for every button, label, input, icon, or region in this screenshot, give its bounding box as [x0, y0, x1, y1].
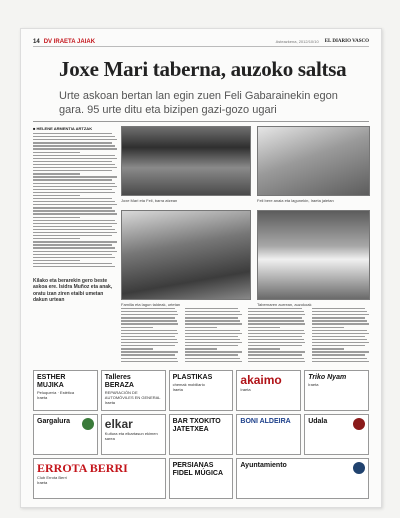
- photo-caption: Tabernaren aurrean, auzokoak: [257, 302, 312, 307]
- ad-location: Iraeta: [104, 400, 116, 405]
- text-line: [33, 235, 112, 236]
- text-line: [185, 342, 242, 343]
- ad-gargalura: [33, 414, 98, 455]
- text-line: [248, 351, 305, 352]
- text-line: [248, 311, 304, 312]
- text-line: [248, 317, 302, 318]
- article-text-columns: [121, 308, 370, 364]
- text-line: [121, 308, 175, 309]
- text-line: [248, 308, 302, 309]
- text-line: [312, 330, 368, 331]
- text-line: [33, 217, 80, 218]
- text-line: [33, 238, 80, 239]
- text-line: [33, 133, 112, 134]
- text-line: [185, 308, 239, 309]
- text-line: [248, 339, 304, 340]
- text-line: [33, 263, 112, 264]
- newspaper-name: EL DIARIO VASCO: [324, 39, 369, 44]
- ad-elkar: [101, 414, 166, 455]
- text-line: [33, 257, 115, 258]
- text-line: [33, 142, 112, 143]
- text-line: [121, 311, 177, 312]
- text-line: [185, 327, 217, 328]
- text-line: [312, 358, 368, 359]
- text-line: [248, 342, 305, 343]
- text-line: [248, 345, 302, 346]
- text-line: [33, 244, 112, 245]
- text-line: [312, 320, 368, 321]
- text-line: [33, 226, 112, 227]
- ad-location: Iraeta: [37, 480, 48, 485]
- photo-crowd: [257, 210, 370, 300]
- text-line: [312, 361, 369, 362]
- page-header: [33, 37, 369, 47]
- ad-location: Iraeta: [172, 387, 183, 392]
- text-line: [185, 358, 241, 359]
- text-line: [185, 348, 217, 349]
- text-line: [312, 336, 366, 337]
- ad-akaimo: [236, 370, 301, 411]
- text-line: [33, 204, 117, 205]
- ad-name: Gargalura: [37, 418, 71, 425]
- ad-ayuntamiento: [236, 458, 369, 499]
- text-line: [33, 158, 117, 159]
- ad-name: BAR TXOKITO JATETXEA: [172, 418, 221, 433]
- text-line: [185, 314, 242, 315]
- text-line: [121, 320, 177, 321]
- text-line: [121, 336, 175, 337]
- text-line: [33, 155, 115, 156]
- text-line: [33, 167, 117, 168]
- text-line: [185, 336, 239, 337]
- text-line: [121, 327, 153, 328]
- text-line: [185, 330, 241, 331]
- text-line: [33, 164, 115, 165]
- ad-bar-txokito: [169, 414, 234, 455]
- text-line: [312, 345, 366, 346]
- text-line: [33, 210, 115, 211]
- leaf-icon: [82, 418, 94, 430]
- text-line: [33, 223, 117, 224]
- ad-location: Iraeta: [37, 395, 48, 400]
- ad-detail: chemak mobiliario: [172, 382, 205, 387]
- text-column: [312, 308, 371, 364]
- text-line: [121, 323, 178, 324]
- ad-errota-berri: [33, 458, 166, 499]
- text-line: [33, 161, 112, 162]
- photo-caption: Familia eta lagun taldeak, urtetan: [121, 302, 181, 307]
- pull-quote: Kilako eta berarekin gero beste askoa ere. Isidra Muñoz eta anak, oratu izan ziren etaibi umetan dakun urtean: [33, 278, 113, 304]
- text-line: [248, 323, 305, 324]
- text-line: [33, 136, 115, 137]
- text-line: [185, 345, 239, 346]
- ad-triko: [304, 370, 369, 411]
- ad-name: PLASTIKAS: [172, 374, 213, 381]
- coat-of-arms-icon: [353, 418, 365, 430]
- ad-persianas: [169, 458, 234, 499]
- photo-group: [121, 210, 251, 300]
- divider: [33, 121, 369, 122]
- text-line: [33, 241, 117, 242]
- text-line: [248, 358, 304, 359]
- text-line: [185, 311, 241, 312]
- text-line: [33, 152, 80, 153]
- text-line: [312, 354, 366, 355]
- newspaper-page: [20, 28, 382, 508]
- text-line: [121, 351, 178, 352]
- text-line: [33, 260, 80, 261]
- ad-detail: REPARACIÓN DE AUTOMÓVILES EN GENERAL: [104, 390, 161, 400]
- article-title: Joxe Mari taberna, auzoko saltsa: [59, 57, 347, 81]
- text-line: [33, 148, 117, 149]
- ad-name: elkar: [104, 417, 133, 431]
- text-line: [121, 348, 153, 349]
- issue-date: Asteazkena, 2012/10/10: [275, 39, 319, 44]
- ad-boni-aldeira: [236, 414, 301, 455]
- text-line: [312, 339, 368, 340]
- ad-detail: Kultura eta elkartasun ekimen sarea: [104, 431, 158, 441]
- ad-name: ESTHER MUJIKA: [37, 374, 66, 389]
- text-line: [185, 320, 241, 321]
- text-line: [248, 330, 304, 331]
- coat-of-arms-icon: [353, 462, 365, 474]
- text-line: [121, 333, 178, 334]
- text-line: [33, 213, 117, 214]
- text-line: [33, 220, 115, 221]
- text-line: [121, 339, 177, 340]
- text-line: [121, 342, 178, 343]
- text-line: [312, 314, 369, 315]
- text-line: [33, 145, 115, 146]
- text-line: [33, 251, 117, 252]
- ad-name: Ayuntamiento: [240, 462, 287, 469]
- text-line: [33, 254, 112, 255]
- photo-bar-counter: [121, 126, 251, 196]
- text-line: [121, 345, 175, 346]
- ad-name: Triko Nyam: [308, 374, 347, 381]
- ad-udala: [304, 414, 369, 455]
- text-line: [33, 229, 115, 230]
- ad-esther-mujika: [33, 370, 98, 411]
- ad-talleres-beraza: [101, 370, 166, 411]
- text-line: [33, 266, 115, 267]
- text-line: [33, 232, 117, 233]
- text-line: [248, 314, 305, 315]
- photo-caption: Feli bere anaia eta lagunekin, Iraeta jaietan: [257, 198, 334, 203]
- text-line: [312, 351, 369, 352]
- text-line: [312, 342, 369, 343]
- ad-name: ERROTA BERRI: [37, 461, 128, 475]
- ad-location: Iraeta: [240, 387, 251, 392]
- text-line: [33, 195, 80, 196]
- text-line: [248, 354, 302, 355]
- text-line: [33, 198, 112, 199]
- text-column: [185, 308, 244, 364]
- ad-name: Udala: [308, 418, 328, 425]
- text-line: [33, 183, 115, 184]
- text-line: [248, 336, 302, 337]
- ad-detail: Club Errota Berri: [37, 475, 67, 480]
- ad-name: PERSIANAS FIDEL MÚGICA: [172, 462, 224, 477]
- photo-siblings: [257, 126, 370, 196]
- text-line: [312, 308, 366, 309]
- body-text-lines: [33, 133, 119, 267]
- article-subtitle: Urte askoan bertan lan egin zuen Feli Gabarainekin egon gara. 95 urte ditu eta bizipen gazi-gozo ugari: [59, 90, 338, 116]
- text-line: [185, 351, 242, 352]
- ad-name: BONI ALDEIRA: [240, 418, 291, 425]
- advertisements-grid: [33, 370, 369, 499]
- text-line: [185, 333, 242, 334]
- text-line: [33, 170, 112, 171]
- text-line: [312, 311, 368, 312]
- text-line: [33, 179, 112, 180]
- text-line: [185, 339, 241, 340]
- text-line: [248, 333, 305, 334]
- ad-location: Iraeta: [308, 382, 319, 387]
- page-number: 14: [33, 38, 40, 45]
- text-line: [121, 358, 177, 359]
- text-line: [121, 314, 178, 315]
- text-line: [121, 361, 178, 362]
- text-line: [121, 317, 175, 318]
- ad-name: akaimo: [240, 373, 282, 387]
- text-line: [33, 186, 117, 187]
- text-line: [248, 348, 280, 349]
- text-line: [312, 323, 369, 324]
- photo-caption: Joxe Mari eta Feli, barra atzean: [121, 198, 178, 203]
- text-line: [248, 327, 280, 328]
- text-line: [248, 320, 304, 321]
- ad-detail: Peluquería · Estética: [37, 390, 75, 395]
- text-line: [185, 317, 239, 318]
- ad-plastikas: [169, 370, 234, 411]
- text-line: [33, 139, 117, 140]
- text-line: [33, 176, 117, 177]
- ad-name: Talleres BERAZA: [104, 374, 134, 389]
- text-line: [121, 354, 175, 355]
- text-line: [33, 192, 115, 193]
- text-line: [312, 317, 366, 318]
- text-line: [312, 333, 369, 334]
- text-line: [248, 361, 305, 362]
- text-column: [121, 308, 180, 364]
- article-body-column: [33, 126, 119, 276]
- text-line: [33, 189, 112, 190]
- text-line: [312, 348, 344, 349]
- section-label: DV IRAETA JAIAK: [43, 38, 96, 45]
- text-column: [248, 308, 307, 364]
- text-line: [33, 201, 115, 202]
- text-line: [121, 330, 177, 331]
- article-author: ■ HELENE ARMENTIA ARTZAK: [33, 126, 93, 131]
- text-line: [185, 323, 242, 324]
- text-line: [185, 354, 239, 355]
- text-line: [33, 207, 112, 208]
- text-line: [33, 247, 115, 248]
- text-line: [33, 173, 80, 174]
- text-line: [185, 361, 242, 362]
- text-line: [312, 327, 344, 328]
